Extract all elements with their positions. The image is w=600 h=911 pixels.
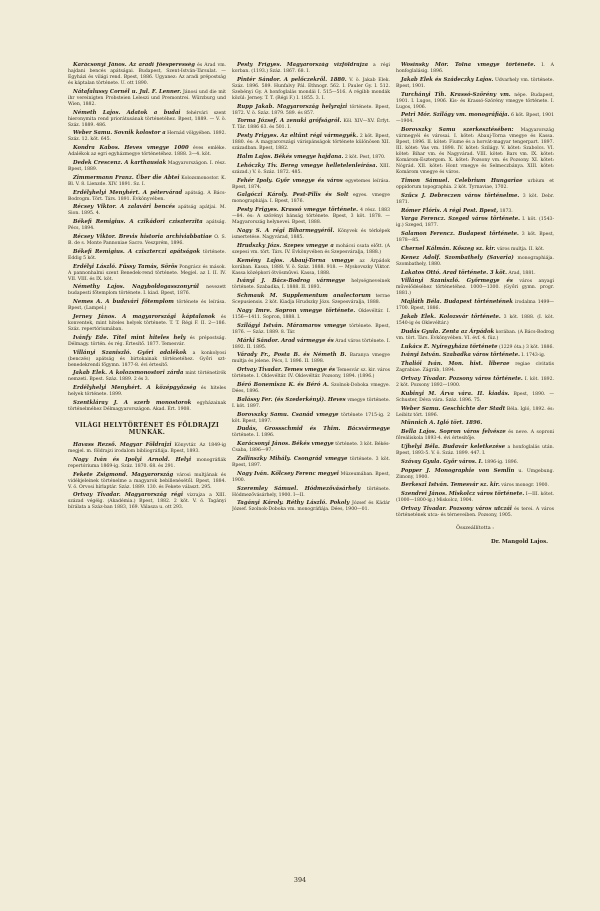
entry-title: Szűcs J. Debreczen város történelme. (401, 192, 520, 199)
entry-details: egyetemes leírása. Bpest, 1874. (232, 178, 390, 190)
entry-details: apátság apátjai. M. Sion. 1895. 4. (68, 205, 226, 217)
bibliography-entry (396, 246, 554, 253)
entry-title: Ortvay Tivadar. Magyarország régi (73, 492, 184, 499)
bibliography-entry (232, 163, 390, 176)
bibliography-entry (232, 338, 390, 351)
entry-details: Jánosi und die mit ihr vereinigten Probsteien Leleszi und Premontrei. Würzburg und Wien, 1882. (68, 89, 226, 107)
entry-details: 1896-ig. 1896. (482, 459, 519, 465)
bibliography-entry (396, 112, 554, 125)
entry-title: Nagy Iván és Ipolyi Arnold. Helyi (73, 456, 192, 463)
entry-title: Weber Samu. Sovnik kolostor a (73, 130, 166, 137)
bibliography-entry (396, 299, 554, 312)
entry-title: Thaliói Iván. Mon. hist. liberae (401, 361, 510, 368)
bibliography-entry (68, 160, 226, 173)
bibliography-entry (396, 468, 554, 481)
text-columns (68, 62, 554, 862)
entry-details: a régi korban. (1193.) Száz. 1867. 68. I. (232, 63, 390, 74)
bibliography-entry (68, 89, 226, 108)
bibliography-entry (68, 62, 226, 87)
entry-title: Karácsonyi János. Békés vmegye (237, 441, 334, 448)
bibliography-entry (396, 361, 554, 374)
entry-details: korában. (A Bács-Bodrog vm. tört. Társ. Évkönyvében. VI. évf. 4. füz.) (396, 329, 554, 341)
bibliography-entry (396, 491, 554, 504)
entry-title: Nagy Imre. Sopron vmegye története. (237, 307, 356, 314)
entry-title: Chernel Kálmán. Kőszeg sz. kir. (401, 245, 496, 252)
entry-details: Oklevéltár. I. 1156—1411. Sopron, 1888. I. (232, 308, 390, 320)
entry-title: Szentkláray J. A szerb monostorok (73, 399, 192, 406)
bibliography-entry (68, 442, 226, 455)
entry-title: Békefi Remigius. A czikádori cziszterzita (73, 219, 203, 226)
entry-details: 3 köt. Bpest, 1878—85. (396, 232, 554, 244)
bibliography-entry (396, 255, 554, 268)
bibliography-entry (68, 110, 226, 129)
entry-title: Szendrei János. Miskolcz város története. (401, 491, 525, 498)
bibliography-entry (68, 457, 226, 470)
entry-title: Lukács E. Nyíregyháza története (401, 343, 498, 350)
entry-title: Galgóczi Károly. Pest-Pilis és Solt (237, 192, 349, 199)
bibliography-entry (232, 118, 390, 131)
entry-details: története. Bpest, 1876. — Száz. 1889. 8. Tár. (232, 323, 390, 335)
entry-title: Pesty Frigyes. Magyarország vizföldrajza (237, 62, 369, 68)
bibliography-entry (232, 486, 390, 499)
entry-title: Ortvay Tivadar. Temes vmegye és (237, 367, 336, 374)
entry-details: története és leírása. Bpest, (Lampel.) (68, 300, 226, 312)
entry-title: Ivánfy Ede. Titel mint hiteles hely (73, 334, 186, 341)
entry-title: Kemény Lajos. Abauj-Torna vmegye (237, 257, 354, 264)
entry-title: Kondra Kabos. Heves vmegye 1000 (73, 145, 189, 152)
entry-details: vmegye története. I. köt. 1897. (232, 397, 390, 409)
entry-title: Rupp Jakab. Magyarország helyrajzi (237, 103, 348, 110)
entry-details: vizrajza a XIII. század végéig. (Akadémia.) Bpest, 1882. 2 köt. V. ö. Tagányi bírálata a Száz-ban 1883, 169. Válasza u. ott 293. (68, 493, 226, 511)
entry-title: Récsey Viktor. Brevis historia archiviabbatiae (73, 233, 212, 240)
entry-details: irodalma 1499—1700. Bpest, 1886. (396, 300, 554, 312)
entry-title: Erdélyhelyi Menyhért. A középgyőzség (73, 385, 197, 392)
entry-details: V. ö. Jakab Elek. Száz. 1896. 589. Hunfalvy Pál. Ethnogr. 562. I. Pauler Gy. I. 512. Szebényi Gy. A honfoglalás mondái I. 515—516. A régibb mondák közül: Jerney. T. T. (Régi F.) I. 1855. 3. I. (232, 77, 390, 101)
entry-details: város monogr. 1900. (499, 483, 549, 489)
entry-title: Nagy Iván. Kölcsey Ferenc megyei (237, 470, 339, 477)
entry-title: Várady Fr., Posta B. és Németh B. (237, 352, 347, 359)
entry-details: urbium et oppidorum topographia. 2 köt. Tyrnaviae, 1702. (396, 178, 554, 190)
entry-title: Bella Lajos. Sopron város felvésze (401, 429, 506, 436)
entry-details: XIII. század.) V. ö. Száz. 1872. 485. (232, 163, 390, 175)
entry-details: helységneveinek története. Szabadka, I. 1888. II. 1893. (232, 279, 390, 291)
entry-title: Zsilinszky Mihály. Csongrád vmegye (237, 455, 348, 462)
bibliography-entry (396, 329, 554, 342)
entry-title: Kubinyi M. Árva vára. II. kiadás. (401, 390, 510, 397)
entry-title: Timon Sámuel. Celebrium Hungariae (401, 177, 523, 184)
bibliography-entry (232, 397, 390, 410)
bibliography-entry (68, 204, 226, 217)
bibliography-entry (68, 130, 226, 143)
bibliography-entry (68, 249, 226, 262)
bibliography-entry (396, 62, 554, 75)
entry-details: József és Kádár József. Szolnok-Doboka vm. monográfiája. Dées, 1900—01. (232, 501, 390, 513)
bibliography-entry (68, 190, 226, 203)
bibliography-entry (232, 243, 390, 256)
bibliography-entry (232, 133, 390, 152)
entry-details: Bpest, 1890. — Schuster, Déva vára. Száz. 1896. 75. (396, 391, 554, 403)
bibliography-entry (396, 208, 554, 215)
entry-title: Kenez Adolf. Szombathely (Savaria) (401, 254, 514, 261)
bibliography-entry (396, 178, 554, 191)
entry-details: egyes. vmegye monographiája. I. Bpest, 1876. (232, 193, 390, 205)
entry-details: Udvarhely vm. története. Bpest, 1901. (396, 77, 554, 89)
entry-title: Zimmermann Franz. Über die Abtei (73, 174, 180, 181)
entry-details: története. 3 köt. Bpest, 1897. (232, 456, 390, 468)
entry-details: Pongrácz és mások. A pannonhalmi szent Benedek-rend története. Megjel. az I. II. IV. VII. VIII. és IX. köt. (68, 264, 226, 282)
entry-details: Arad város története. I. 1892. II. 1895. (232, 338, 390, 350)
entry-details: Könyvek és térképek ismertetése. Nagyvárad, 1885. (232, 228, 390, 240)
bibliography-entry (396, 429, 554, 442)
entry-title: Szeremley Sámuel. Hódmezővásárhely (237, 485, 361, 492)
bibliography-entry (68, 472, 226, 491)
entry-details: és Arad vm. hajdani bencés apátságai. Budapest, Szent-István-Társulat. — Egyházi és világi rend. Bpest, 1886. Ugyanez: Az aradi prépostság és káptalan története. U. ott 1890. (68, 63, 226, 86)
entry-title: Récsey Viktor. A zalavári bencés (73, 204, 175, 211)
entry-title: Rómer Flóris. A régi Pest. Bpest, (401, 207, 499, 214)
entry-details: 3 köt. 1888. (I. köt. 1540-ig és Oklevéltár.) (396, 314, 554, 326)
entry-title: Popper J. Monographie von Semlin (401, 467, 515, 474)
section-heading: VILÁGI HELYTÖRTÉNET ÉS FÖLDRAJZI MUNKÁK. (74, 421, 220, 437)
entry-details: és terei. A város történetének utca- és térneveiben. Pozsony, 1905. (396, 506, 554, 518)
entry-details: Arad, 1881. (506, 270, 536, 276)
entry-title: Petri Mór. Szilágy vm. monográfiája. (401, 112, 510, 119)
entry-title: Jerney János. A magyarországi káptalanok (73, 313, 216, 320)
entry-title: Szilágyi István. Máramaros vmegye (237, 322, 347, 329)
bibliography-entry (396, 444, 554, 457)
entry-title: Karácsonyi János. Az aradi főesperesség (73, 62, 195, 68)
bibliography-entry (68, 370, 226, 383)
entry-title: Turchányi Tih. Krassó-Szörény vm. (401, 91, 511, 98)
entry-title: Lakatos Ottó. Arad története. 3 köt. (401, 269, 507, 276)
entry-details: I. köt. 1892. 2 köt. Pozsony 1892—1900. (396, 376, 554, 388)
entry-details: u. Umgebung. Zimony, 1900. (396, 468, 554, 480)
entry-details: Szolnok-Doboka vmegye. Dées, 1896. (232, 382, 390, 394)
bibliography-entry (68, 335, 226, 348)
entry-title: Békefi Remigius. A cziszterczi apátságok (73, 248, 201, 255)
bibliography-entry (396, 376, 554, 389)
bibliography-entry (232, 382, 390, 395)
entry-details: regiae civitatis Zagrabiae. Zágráb, 1894. (396, 362, 554, 374)
entry-details: Temesvár sz. kir. város története. I. Oklevéltár. IV. Oklevéltár. Pozsony, 1894. (1896.) (232, 368, 390, 380)
entry-details: éves emléke. Adalékok az egri egyházmegye történetéhez. 1888. 3—4. köt. (68, 146, 226, 158)
entry-details: története. Bpest, 1872. V. ö. Száz. 1879. 589. és 857. (232, 104, 390, 116)
entry-title: Hrudszky Józs. Szepes vmegye a (237, 242, 334, 249)
entry-details: és hiteles helyek története. 1899. (68, 386, 226, 398)
entry-details: terrae Scepusiensis. 2 köt. Kiadja Hrudszky Józs. Szepesváralja, 1888. (232, 294, 390, 306)
entry-title: Márki Sándor. Arad vármegye és (237, 337, 334, 344)
entry-title: Borovszky Samu szerkesztésében: (401, 127, 514, 134)
bibliography-entry (232, 412, 390, 425)
bibliography-entry (68, 314, 226, 333)
bibliography-entry (232, 456, 390, 469)
entry-title: Torma József. A zenuki grófságról. (237, 118, 342, 125)
entry-details: O. S. B. de s. Monte Pannoniae Sacro. Veszprém, 1896. (68, 234, 226, 246)
entry-details: I. A honfoglalásig. 1896. (396, 63, 554, 74)
bibliography-entry (68, 219, 226, 232)
entry-title: Jakab Elek. Kolozsvár története. (401, 313, 501, 320)
entry-title: Dedek Crescenz. A karthausiak (73, 159, 167, 166)
entry-title: Iványi J. Bács-Bodrog vármegye (237, 278, 346, 285)
entry-title: Ortvay Tivadar. Pozsony város utczái (401, 505, 512, 512)
entry-details: Múzeumában. Bpest, 1900. (232, 471, 390, 483)
bibliography-entry (396, 193, 554, 206)
entry-details: története. 3 köt. Békés-Csaba, 1896—97. (232, 442, 390, 454)
entry-title: Pintér Sándor. A pelőczekről. 1880. (237, 76, 347, 83)
bibliography-entry (68, 492, 226, 511)
entry-title: Fehér Ipoly. Győr vmegye és város (237, 177, 343, 184)
bibliography-entry (232, 308, 390, 321)
entry-title: Münnich A. Igló tört. 1896. (401, 420, 483, 427)
entry-details: városi multjának és vidékjeleinek történelme a magyarok bebillenésétől. Bpest, 1884. V. ö. Orvosi hírlaptár. Száz. 1889. 130. és Fekete választ. 295. (68, 472, 226, 490)
bibliography-entry (232, 192, 390, 205)
bibliography-entry (396, 482, 554, 489)
bibliography-entry (68, 145, 226, 158)
entry-details: 2 köt. Bpest, 1880. és: A magyarországi várispánságok története különösen XII. században. Bpest, 1882. (232, 134, 390, 152)
entry-details: 4 rész. 1883—84. és: A szörényi bánság története. Bpest, 3 köt. 1878. — Magyarország helynevei. Bpest, 1888. (232, 208, 390, 226)
bibliography-entry (396, 420, 554, 427)
bibliography-entry (396, 314, 554, 327)
bibliography-entry (232, 293, 390, 306)
entry-details: apátság. A Bács-Bodrogm. Tört. Társ. 1891. Évkönyvében. (68, 190, 226, 202)
entry-title: Béró Bonemisza K. és Béró A. (237, 381, 329, 388)
bibliography-entry (232, 278, 390, 291)
entry-title: Varga Ferencz. Szeged város története. (401, 216, 520, 223)
entry-details: Béla. Igló, 1892. és: Leibitz tört. 1896. (396, 406, 554, 418)
entry-details: 3 köt. Debr. 1871. (396, 193, 554, 205)
entry-title: Jakab Elek. A kolozsmonostori zárda (73, 370, 184, 377)
entry-title: Villányi Szaniszló. Győrmegye és (401, 278, 513, 285)
bibliography-entry (68, 264, 226, 283)
entry-details: Könyvtár. Az 1849-ig megjel. m. földrajzi irodalom bibliográfiája. Bpest, 1893. (68, 442, 226, 454)
entry-details: monográfiák repertóriuma 1869-ig. Száz. 1870. 68. és 291. (68, 457, 226, 469)
entry-details: története 1715-ig. 2 köt. Bpest, 1897. (232, 412, 390, 424)
bibliography-entry (232, 104, 390, 117)
entry-details: mint történetírók nemzeti. Bpest. Száz. 1889. 2 és 3. (68, 371, 226, 383)
bibliography-entry (396, 231, 554, 244)
entry-title: Dudás, Grossschmid és Thim. Bácsvármegye (237, 426, 390, 433)
bibliography-entry (396, 406, 554, 419)
entry-details: 1873. (498, 208, 513, 214)
bibliography-entry (232, 207, 390, 226)
entry-title: Havass Rezső. Magyar Földrajzi (73, 441, 172, 448)
bibliography-entry (232, 258, 390, 277)
bibliography-entry (396, 216, 554, 229)
bibliography-entry (232, 77, 390, 102)
entry-details: Magyarország vármegyéi és városai. I. kötet: Abauj-Torna vmegye és Kassa. Bpest, 1896. II. kötet: Fiume és a horvát-magyar tengerpart. 1897. III. kötet: Vas vm. 1898. IV. kötet: Szilágy. V. kötet: Szabolcs. VI. kötet: Bihar vm. és Nagyvárad. VIII. kötet: Bars vm. IX. kötet: Komárom-Esztergom. X. kötet: Pozsony vm. és Pozsony. XI. kötet: Nógrád. XII. kötet: Hont vmegye és Selmeczbánya. XIII. kötet: Komárom vmegye és város. (396, 128, 554, 176)
bibliography-entry (68, 385, 226, 398)
entry-details: története. Eddig 5 köt. (68, 249, 226, 261)
column-1 (68, 62, 226, 862)
entry-title: Schmauk M. Supplementum analectorum (237, 293, 371, 300)
entry-details: egyházainak történelméhez Délmagyarországon. Akad. Ért. 1908. (68, 400, 226, 412)
bibliography-entry (232, 154, 390, 161)
entry-details: története. I. 1896. (232, 433, 275, 439)
bibliography-entry (396, 391, 554, 404)
entry-title: Nemes A. A budavári főtemplom (73, 299, 174, 306)
bibliography-entry (232, 367, 390, 380)
entry-details: 2 köt. Pest, 1870. (343, 154, 386, 160)
entry-details: mohácsi csata előtt. (A szepesi vm. tört. Társ. IV. Évkönyvében és Szepesváralja, 1888.) (232, 243, 390, 255)
entry-title: Halm Lajos. Békés vmegye hajdana. (237, 153, 344, 160)
entry-title: Ujhelyi Béla. Budavár keletkezése (401, 443, 505, 450)
compiled-by-label: Összeállította : (456, 524, 494, 531)
entry-title: Nagy S. A régi Biharmegyéről. (237, 227, 335, 234)
bibliography-entry (396, 77, 554, 90)
entry-details: I. 1743-ig. (519, 353, 546, 359)
entry-details: Kolozsmonostor. K. Bl. V. 8. Lienzde. XIV. 1891. Sz. I. (68, 175, 226, 187)
bibliography-entry (232, 178, 390, 191)
entry-details: (1229 óta.) 3 köt. 1886. (497, 344, 554, 350)
column-3 (396, 62, 554, 862)
entry-details: a honfoglalás után. Bpest, 1893-5. V. ö. Száz. 1899. 447. I. (396, 444, 554, 456)
entry-details: apátság. Pécs, 1894. (68, 220, 226, 232)
entry-details: Magyarországon. I. rész. Bpest, 1889. (68, 160, 226, 172)
entry-title: Lehóczky Tiv. Bereg vmegye helletelenleírása. (237, 162, 378, 169)
bibliography-entry (68, 400, 226, 413)
entry-title: Salamon Ferencz. Budapest története. (401, 231, 519, 238)
entry-title: Némethy Lajos. Nagyboldogasszonyrúl (73, 284, 199, 291)
column-2 (232, 62, 390, 862)
entry-details: népe. Budapest, 1901. I. Lugos, 1906. Kis- és Krassó-Szörény vmegye története. I. Lugos, 1906. (396, 92, 554, 110)
entry-details: és konventek, mint hiteles helyek története. T. T. Régi F. II. 2—186. Száz. repertóriumában. (68, 314, 226, 332)
bibliography-entry (68, 284, 226, 297)
entry-title: Nátafalussy Cornél u. Jul. F. Lenner. (73, 88, 182, 95)
bibliography-entry (396, 459, 554, 466)
entry-title: Erdélyi László. Füssy Tamás, Sörös (73, 263, 178, 270)
bibliography-entry (396, 270, 554, 277)
bibliography-entry (232, 441, 390, 454)
entry-title: Tagányi Károly. Réthy László. Pokoly (237, 500, 350, 507)
entry-details: Baranya vmegye multja és jelene. Pécs, I. 1896. II. 1898. (232, 353, 390, 365)
entry-details: monographiája. Szombathely, 1880. (396, 255, 554, 267)
bibliography-entry (232, 352, 390, 365)
entry-details: Hernád völgyében. 1892. Száz. 12. köt. 645. (68, 131, 226, 143)
bibliography-entry (68, 350, 226, 369)
entry-title: Iványi István. Szabadka város története. (401, 352, 520, 359)
bibliography-entry (232, 471, 390, 484)
entry-title: Majláth Béla. Budapest történetének (401, 299, 513, 306)
bibliography-entry (232, 323, 390, 336)
entry-title: Pesty Frigyes. Krassó vmegye története. (237, 207, 358, 214)
entry-title: Szávay Gyula. Győr város. I. (401, 458, 483, 465)
bibliography-entry (396, 92, 554, 111)
entry-title: Ortvay Tivadar. Pozsony város története. (401, 375, 523, 382)
entry-details: története. Hódmezővásárhely, 1900. I—II. (232, 486, 390, 498)
bibliography-entry (68, 175, 226, 188)
entry-title: Berkeszi István. Temesvár sz. kir. (401, 482, 500, 489)
page-number: 394 (293, 876, 307, 884)
entry-title: Balássy Fer. (és Szederkényi). Heves (237, 396, 346, 403)
entry-details: fehérvári szent hieronymita rend priorátusának történetéhez. Bpest, 1889. — V. ö. Száz. 1889. 486. (68, 110, 226, 128)
entry-details: az Árpádok korában. Kassa, 1888. V. ö. Száz. 1888. 918. — Myskovszky Viktor. Kassa középkori ötvösművei. Kassa, 1888. (232, 258, 390, 276)
entry-title: Pesty Frigyes. Az eltűnt régi vármegyék. (237, 133, 359, 140)
bibliography-entry (68, 299, 226, 312)
entry-details: város anyagi művelődéséhez történetéhez. 1000—1300. (Győri gymn. progr. 1881.) (396, 279, 554, 297)
bibliography-entry (396, 344, 554, 351)
entry-title: Erdélyhelyi Menyhért. A pétervárad (73, 189, 183, 196)
bibliography-entry (396, 352, 554, 359)
bibliography-entry (396, 278, 554, 297)
entry-details: város multja. II. köt. (495, 246, 545, 252)
entry-details: I. köt. (1543-ig.) Szeged, 1877. (396, 217, 554, 229)
entry-details: Köl. XIV—XV. Érfyt. T. Tár. 1886 63. és 501. I. (232, 119, 390, 131)
entry-title: Jakab Elek és Szádeczky Lajos. (401, 76, 494, 83)
bibliography-entry (232, 228, 390, 241)
bibliography-entry (396, 127, 554, 176)
entry-details: 6 köt. Bpest, 1901—1904. (396, 113, 554, 125)
entry-title: Wosinsky Mór. Tolna vmegye története. (401, 62, 536, 68)
bibliography-entry (68, 234, 226, 247)
entry-title: Borovszky Samu. Csanád vmegye (237, 411, 339, 418)
entry-title: Németh Lajos. Adatok a budai (73, 109, 181, 116)
bibliography-entry (232, 500, 390, 513)
bibliography-entry (396, 506, 554, 519)
entry-title: Dudás Gyula. Zenta az Árpádok (401, 328, 495, 335)
entry-title: Weber Samu. Geschichte der Stadt (401, 405, 506, 412)
entry-details: és prépostság. Délmagy. történ. és rég. Értesítő. 1877. Temesvár. (68, 335, 226, 347)
bibliography-entry (232, 62, 390, 75)
entry-title: Fekete Zsigmond. Magyarország (73, 471, 174, 478)
bibliography-entry (232, 426, 390, 439)
entry-title: Villányi Szaniszló. Győri adalékok (73, 349, 187, 356)
entry-details: I—III. kötet. (1000—1800-ig.) Miskolcz, 1904. (396, 492, 554, 504)
entry-details: és neve. A soproni főreáliskola 1893-4. évi értesítője. (396, 430, 554, 442)
entry-details: a konkolyosi (benczés) apátság és birtokainak történetéhez. Győri szt-benedekrendi főgymn. 1877-8. évi értesítő. (68, 350, 226, 368)
entry-details: nevezett budapesti főtemplom története. I. kiad. Bpest, 1876. (68, 285, 226, 297)
author-signature: Dr. Mangold Lajos. (491, 538, 548, 545)
